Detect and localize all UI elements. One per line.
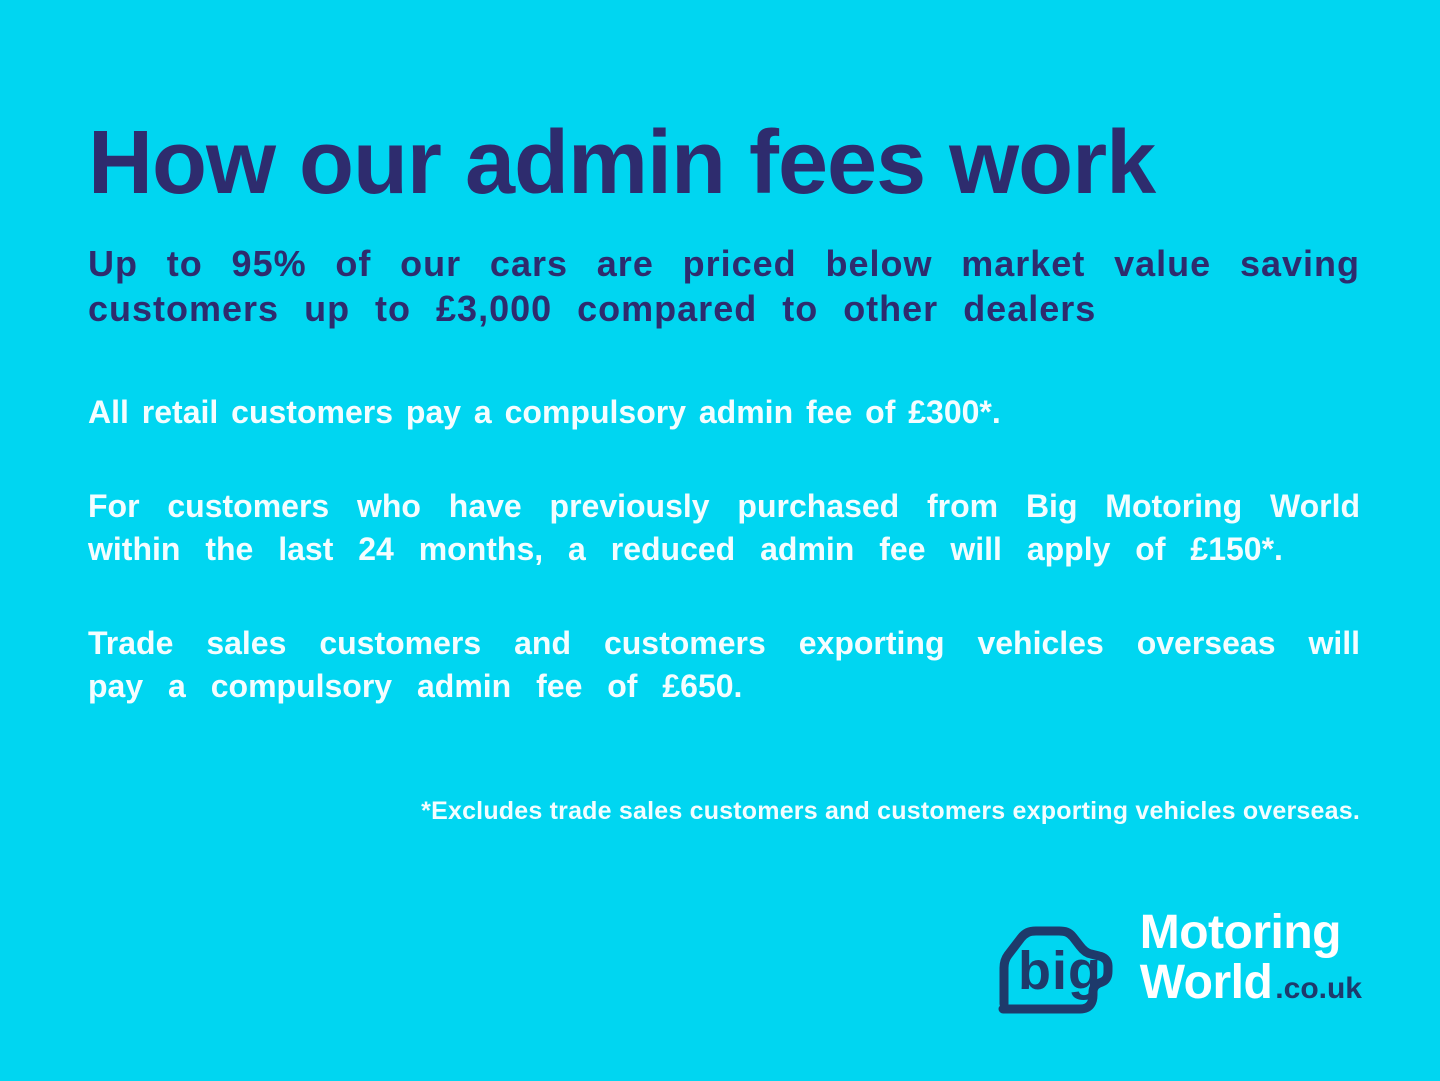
brand-wordmark-line2: World bbox=[1139, 956, 1273, 1009]
body-copy bbox=[88, 391, 1360, 709]
paragraph-trade-export-fee: Trade sales customers and customers exporting vehicles overseas will pay a compulsory admin fee of £650. bbox=[88, 624, 1360, 705]
brand-wordmark-line1: Motoring bbox=[1139, 906, 1341, 959]
big-car-logo-icon bbox=[994, 905, 1128, 1019]
page-title: How our admin fees work bbox=[88, 113, 1156, 213]
brand-logo bbox=[994, 905, 1362, 1019]
brand-domain-suffix: .co.uk bbox=[1275, 972, 1362, 1005]
footnote: *Excludes trade sales customers and customers exporting vehicles overseas. bbox=[421, 796, 1360, 825]
paragraph-returning-customer-fee: For customers who have previously purchased from Big Motoring World within the last 24 months, a reduced admin fee will apply of £150*. bbox=[88, 487, 1360, 568]
logo-big-text: big bbox=[1017, 941, 1102, 1001]
brand-wordmark bbox=[1139, 906, 1362, 1009]
subheadline: Up to 95% of our cars are priced below market value saving customers up to £3,000 compared to other dealers bbox=[88, 243, 1360, 329]
paragraph-retail-fee: All retail customers pay a compulsory admin fee of £300*. bbox=[88, 394, 1001, 431]
